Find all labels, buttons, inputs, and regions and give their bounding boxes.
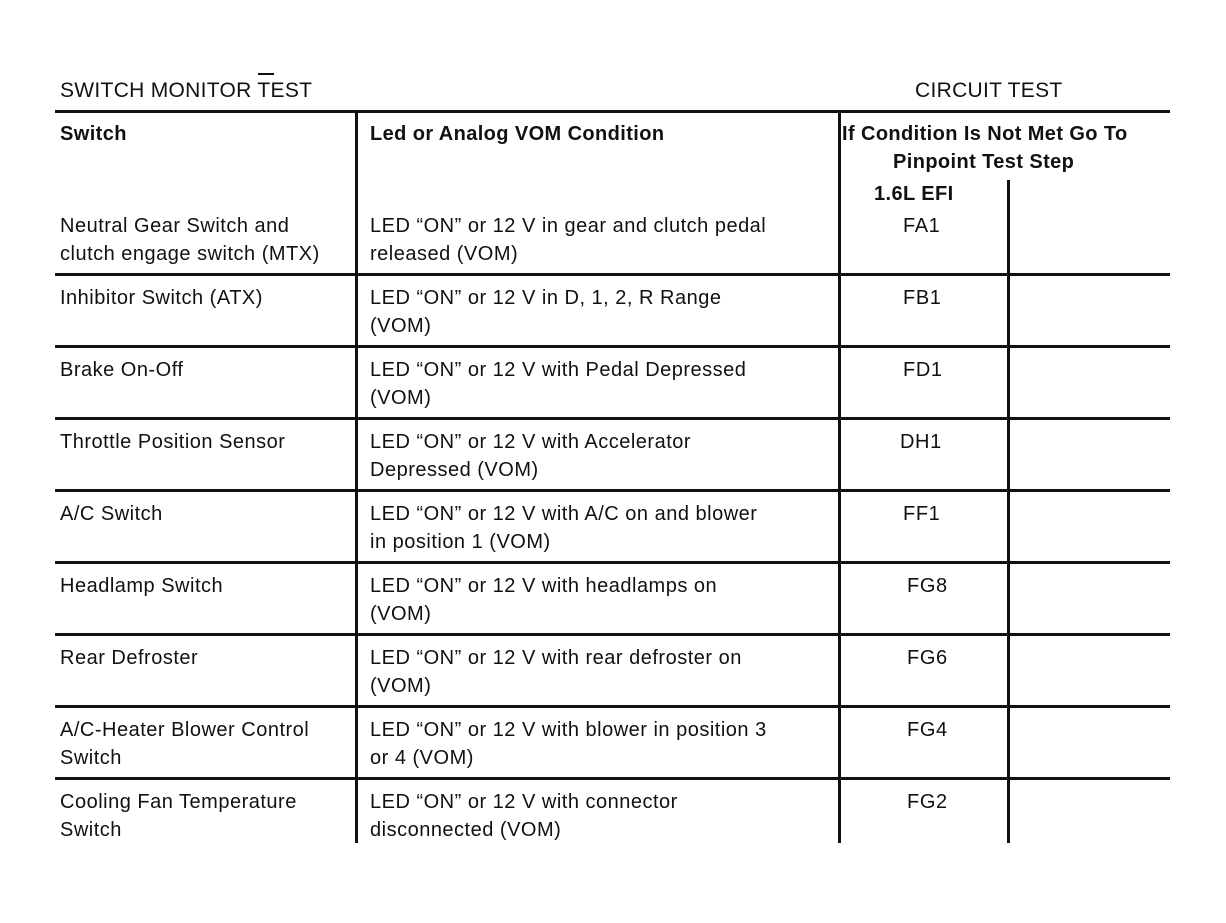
- row-1-condition-line1: LED “ON” or 12 V in gear and clutch pedal: [370, 215, 767, 237]
- efi-subcolumn-header: 1.6L EFI: [874, 183, 954, 205]
- switch-monitor-test-heading: SWITCH MONITOR TEST: [60, 79, 313, 102]
- row-3-test-step: FD1: [903, 359, 943, 381]
- row-6-condition-line2: (VOM): [370, 603, 432, 625]
- row-8-switch-line2: Switch: [60, 747, 122, 769]
- row-separator: [55, 417, 1170, 420]
- row-3-switch-line1: Brake On-Off: [60, 359, 184, 381]
- row-3-condition-line1: LED “ON” or 12 V with Pedal Depressed: [370, 359, 747, 381]
- row-separator: [55, 273, 1170, 276]
- row-9-condition-line2: disconnected (VOM): [370, 819, 562, 841]
- row-1-switch-line2: clutch engage switch (MTX): [60, 243, 320, 265]
- row-7-condition-line1: LED “ON” or 12 V with rear defroster on: [370, 647, 742, 669]
- row-7-condition-line2: (VOM): [370, 675, 432, 697]
- row-9-condition-line1: LED “ON” or 12 V with connector: [370, 791, 678, 813]
- column-divider-condition: [838, 110, 841, 843]
- row-2-condition-line2: (VOM): [370, 315, 432, 337]
- row-4-condition-line1: LED “ON” or 12 V with Accelerator: [370, 431, 692, 453]
- row-7-switch-line1: Rear Defroster: [60, 647, 199, 669]
- row-separator: [55, 777, 1170, 780]
- row-1-switch-line1: Neutral Gear Switch and: [60, 215, 290, 237]
- row-2-condition-line1: LED “ON” or 12 V in D, 1, 2, R Range: [370, 287, 722, 309]
- condition-column-header: Led or Analog VOM Condition: [370, 123, 665, 145]
- row-8-condition-line2: or 4 (VOM): [370, 747, 474, 769]
- row-5-test-step: FF1: [903, 503, 941, 525]
- row-2-switch-line1: Inhibitor Switch (ATX): [60, 287, 263, 309]
- row-1-condition-line2: released (VOM): [370, 243, 519, 265]
- row-separator: [55, 561, 1170, 564]
- row-2-test-step: FB1: [903, 287, 942, 309]
- row-4-condition-line2: Depressed (VOM): [370, 459, 539, 481]
- row-3-condition-line2: (VOM): [370, 387, 432, 409]
- switch-column-header: Switch: [60, 123, 127, 145]
- row-7-test-step: FG6: [907, 647, 948, 669]
- row-9-switch-line2: Switch: [60, 819, 122, 841]
- row-6-condition-line1: LED “ON” or 12 V with headlamps on: [370, 575, 718, 597]
- row-separator: [55, 705, 1170, 708]
- row-5-condition-line1: LED “ON” or 12 V with A/C on and blower: [370, 503, 758, 525]
- row-5-switch-line1: A/C Switch: [60, 503, 163, 525]
- circuit-test-heading: CIRCUIT TEST: [915, 79, 1063, 102]
- row-4-test-step: DH1: [900, 431, 942, 453]
- row-separator: [55, 633, 1170, 636]
- row-9-switch-line1: Cooling Fan Temperature: [60, 791, 297, 813]
- row-separator: [55, 345, 1170, 348]
- row-5-condition-line2: in position 1 (VOM): [370, 531, 551, 553]
- row-4-switch-line1: Throttle Position Sensor: [60, 431, 286, 453]
- row-8-switch-line1: A/C-Heater Blower Control: [60, 719, 310, 741]
- row-1-test-step: FA1: [903, 215, 941, 237]
- row-6-test-step: FG8: [907, 575, 948, 597]
- column-divider-switch: [355, 110, 358, 843]
- table-top-rule: [55, 110, 1170, 113]
- goto-column-header-line1: If Condition Is Not Met Go To: [842, 123, 1128, 145]
- row-8-test-step: FG4: [907, 719, 948, 741]
- row-separator: [55, 489, 1170, 492]
- overbar-mark: [258, 73, 274, 75]
- goto-column-header-line2: Pinpoint Test Step: [893, 151, 1075, 173]
- row-6-switch-line1: Headlamp Switch: [60, 575, 224, 597]
- row-8-condition-line1: LED “ON” or 12 V with blower in position 3: [370, 719, 767, 741]
- column-divider-efi: [1007, 180, 1010, 843]
- row-9-test-step: FG2: [907, 791, 948, 813]
